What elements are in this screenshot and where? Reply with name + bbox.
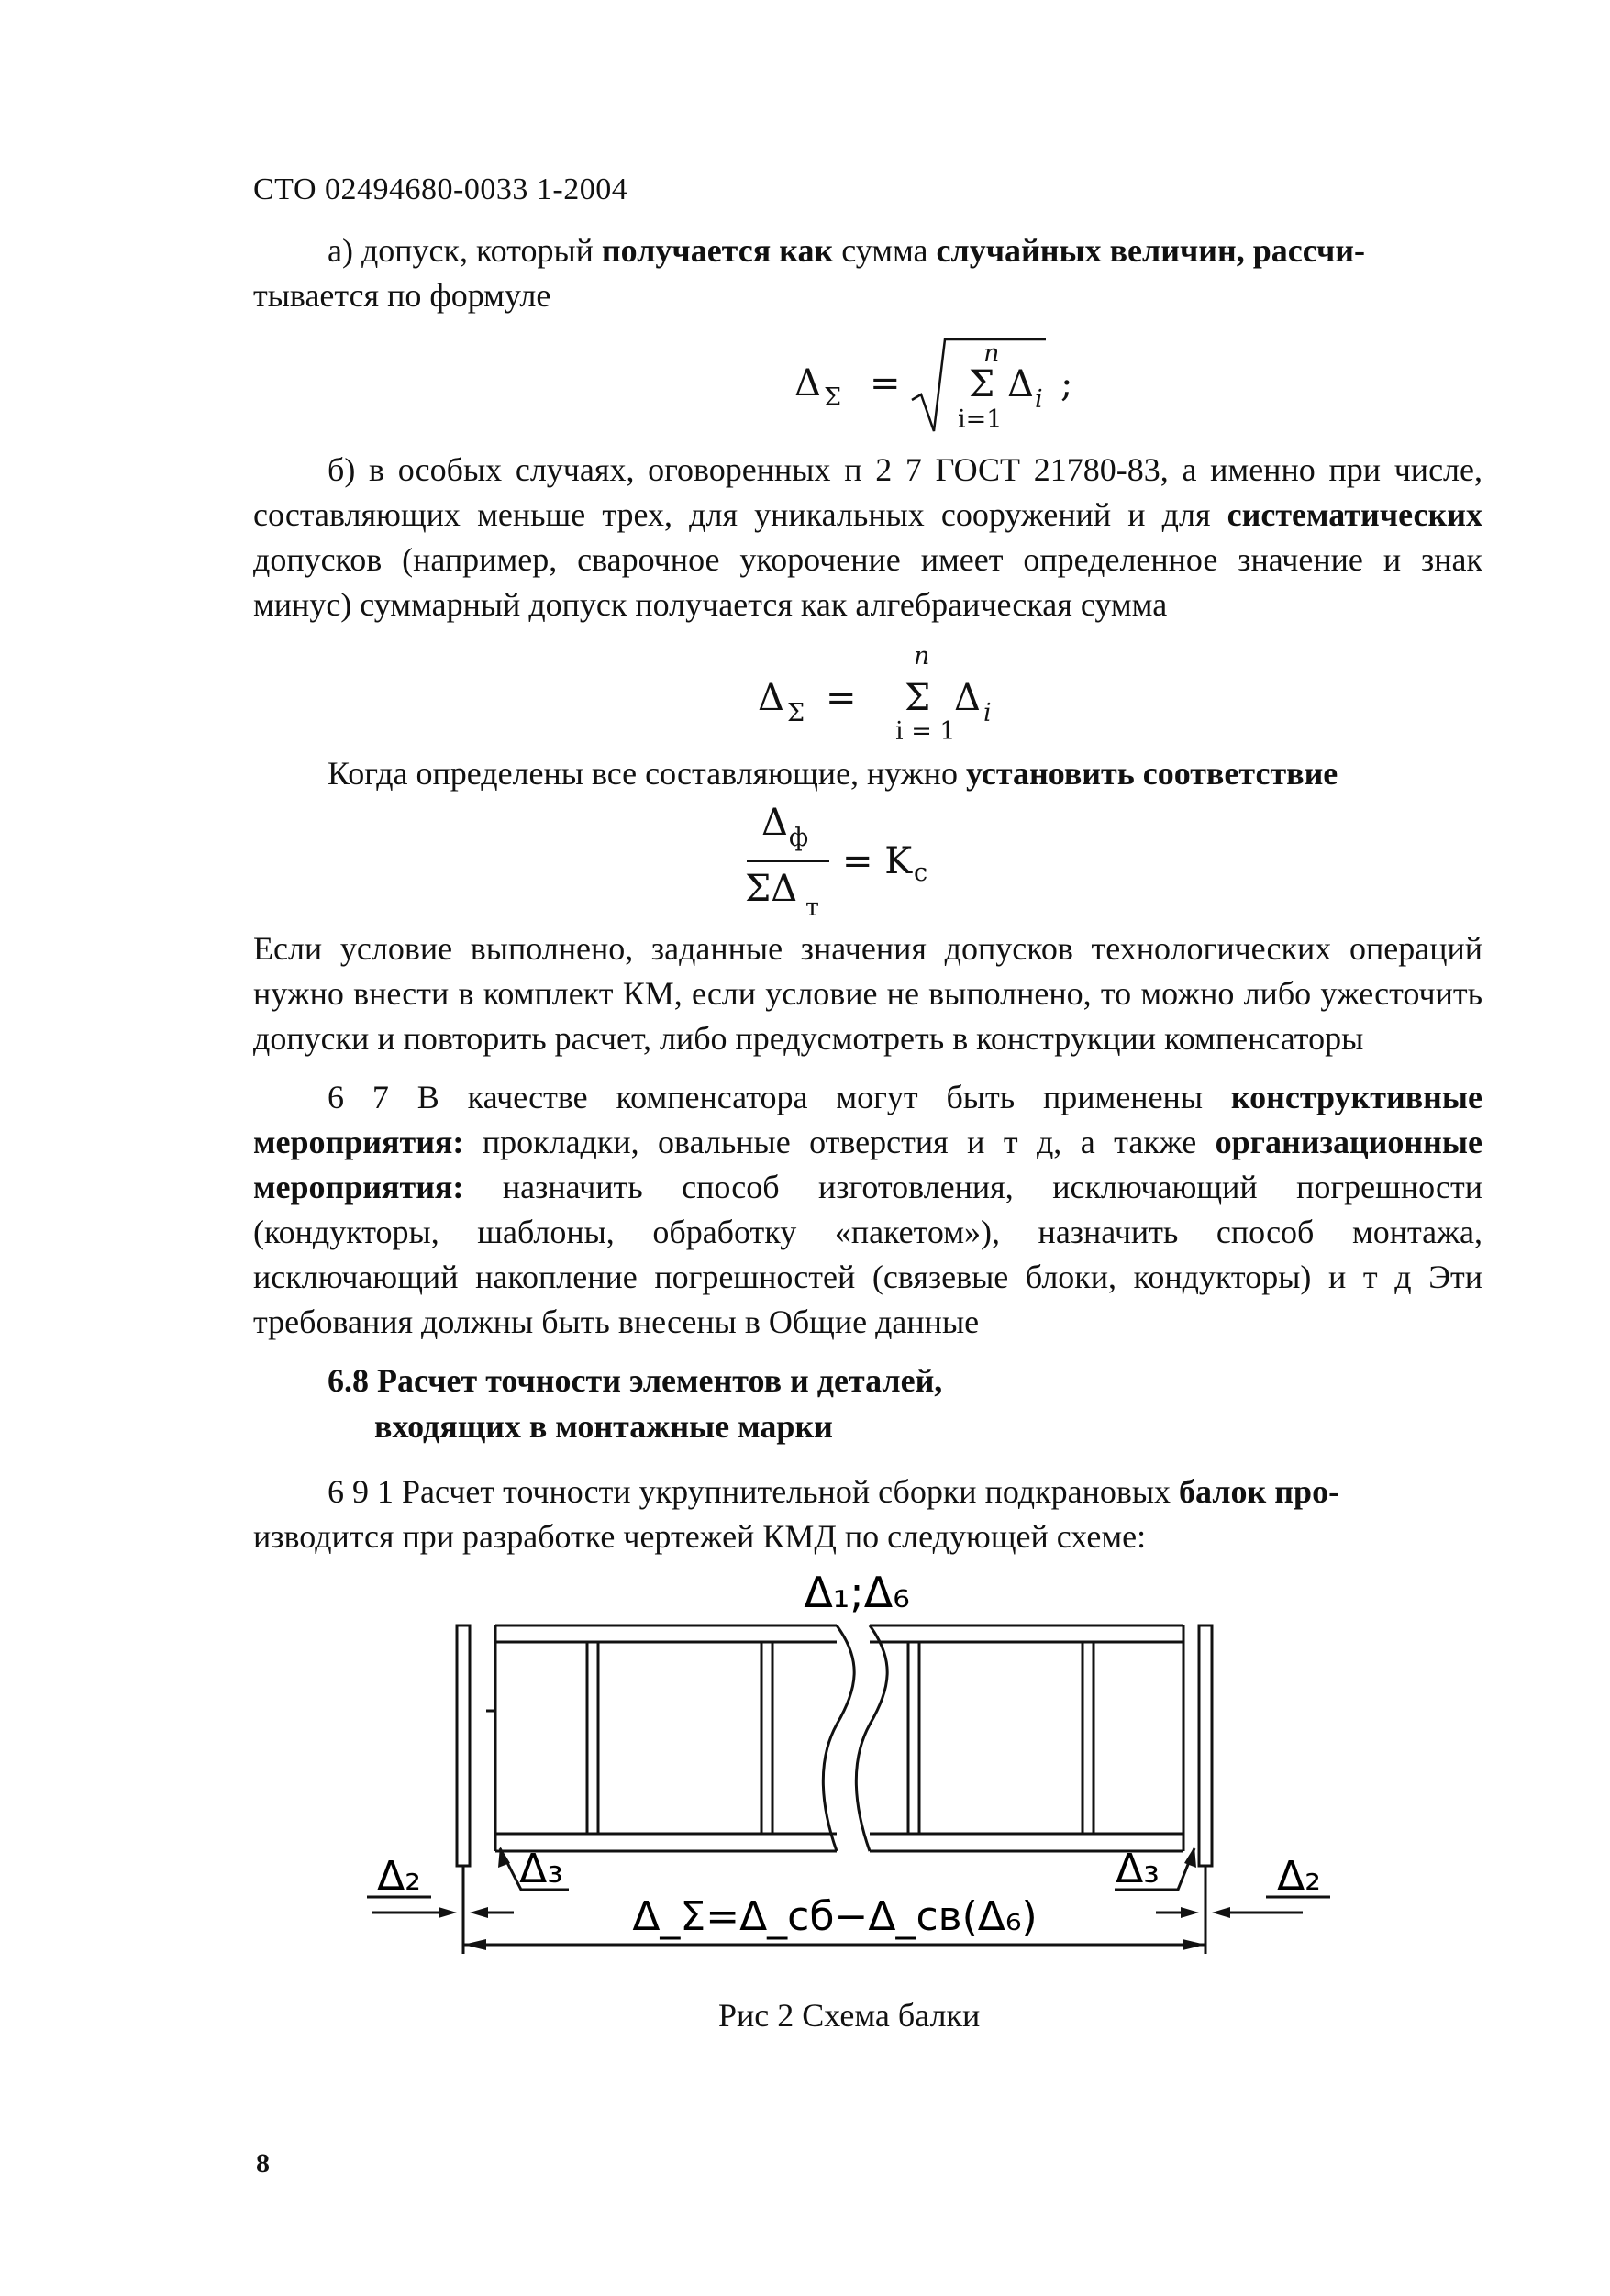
bold-run: установить соответствие: [965, 755, 1338, 792]
label-sum-formula: Δ_Σ=Δ_сб−Δ_св(Δ₆): [632, 1893, 1038, 1940]
formula-term-sub: i: [1035, 385, 1043, 414]
formula-numerator-sub: ф: [789, 824, 809, 852]
formula-sub-sigma: Σ: [824, 383, 842, 412]
formula-semicolon: ;: [1060, 363, 1073, 405]
formula-rhs-sub: c: [914, 859, 928, 887]
paragraph-condition: Если условие выполнено, заданные значения допусков технологических операций нужно внести в комплект КМ, если условие не выполнено, то можно либо ужесточить допуски и повторить расчет, либо предусмотреть в конструкции компенсаторы: [253, 930, 1482, 1057]
text-run: 6 9 1 Расчет точности укрупнительной сборки подкрановых: [328, 1473, 1180, 1510]
break-line-left: [823, 1625, 854, 1851]
label-delta2-left: Δ₂: [377, 1853, 421, 1900]
document-code: СТО 02494680-0033 1-2004: [253, 172, 628, 206]
formula-equals: =: [870, 362, 901, 405]
formula-denominator-sub: т: [805, 893, 819, 922]
formula-denominator: ΣΔ: [745, 868, 798, 910]
heading-line2: входящих в монтажные марки: [374, 1408, 833, 1445]
label-delta3-right: Δ₃: [1116, 1846, 1160, 1892]
text-run: б) в особых случаях, оговоренных п 2 7 ГОСТ 21780-83, а именно при числе, составляющих меньше трех, для уникальных сооружений и для: [253, 451, 1482, 533]
bold-run: балок про-: [1179, 1473, 1340, 1510]
text-run: прокладки, овальные отверстия и т д, а также: [463, 1124, 1216, 1160]
formula-upper-limit: n: [983, 339, 1000, 368]
formula-numerator: Δ: [761, 802, 788, 844]
formula-lower-limit: i = 1: [895, 717, 956, 746]
text-run: сумма: [833, 232, 937, 269]
formula-lower-limit: i=1: [958, 405, 1003, 434]
bold-run: получается как: [601, 232, 834, 269]
formula-upper-limit: n: [914, 642, 930, 671]
label-delta3-left: Δ₃: [519, 1846, 563, 1892]
formula-equals: =: [826, 677, 857, 719]
page-number: 8: [256, 2148, 270, 2179]
label-delta2-right: Δ₂: [1277, 1853, 1321, 1900]
bold-run: случайных величин, рассчи-: [936, 232, 1366, 269]
paragraph-a-line2: тывается по формуле: [253, 277, 551, 314]
text-run: а) допуск, который: [328, 232, 602, 269]
figure-caption: Рис 2 Схема балки: [718, 1997, 981, 2034]
formula-sub-sigma: Σ: [787, 699, 805, 727]
formula-term-sub: i: [983, 699, 992, 727]
text-run: допусков (например, сварочное укорочение имеет определенное значение и знак минус) суммарный допуск получается как алгебраическая сумма: [253, 541, 1482, 623]
left-end-plate: [457, 1625, 470, 1866]
text-run: 6 7 В качестве компенсатора могут быть применены: [328, 1079, 1231, 1115]
break-line-right: [856, 1625, 887, 1851]
formula-term: Δ: [1007, 363, 1034, 405]
text-run: назначить способ изготовления, исключающий погрешности (кондукторы, шаблоны, обработку «пакетом»), назначить способ монтажа, исключающий накопление погрешностей (связевые блоки, кондукторы) и т д Эти требования должны быть внесены в Общие данные: [253, 1169, 1482, 1340]
label-delta1-delta6: Δ₁;Δ₆: [804, 1568, 910, 1617]
paragraph-6-9-1-line2: изводится при разработке чертежей КМД по следующей схеме:: [253, 1518, 1147, 1555]
formula-sigma: Σ: [905, 677, 931, 719]
bold-run: организационные мероприятия:: [253, 1124, 1482, 1205]
bold-run: конструктивные мероприятия:: [253, 1079, 1482, 1160]
formula-sigma: Σ: [969, 363, 995, 405]
formula-delta: Δ: [758, 677, 784, 719]
formula-delta: Δ: [794, 362, 821, 405]
formula-rhs: = K: [842, 840, 913, 882]
right-end-plate: [1199, 1625, 1212, 1866]
text-run: Когда определены все составляющие, нужно: [328, 755, 966, 792]
heading-line1: 6.8 Расчет точности элементов и деталей,: [328, 1362, 943, 1399]
formula-term: Δ: [954, 677, 981, 719]
bold-run: систематических: [1227, 496, 1482, 533]
